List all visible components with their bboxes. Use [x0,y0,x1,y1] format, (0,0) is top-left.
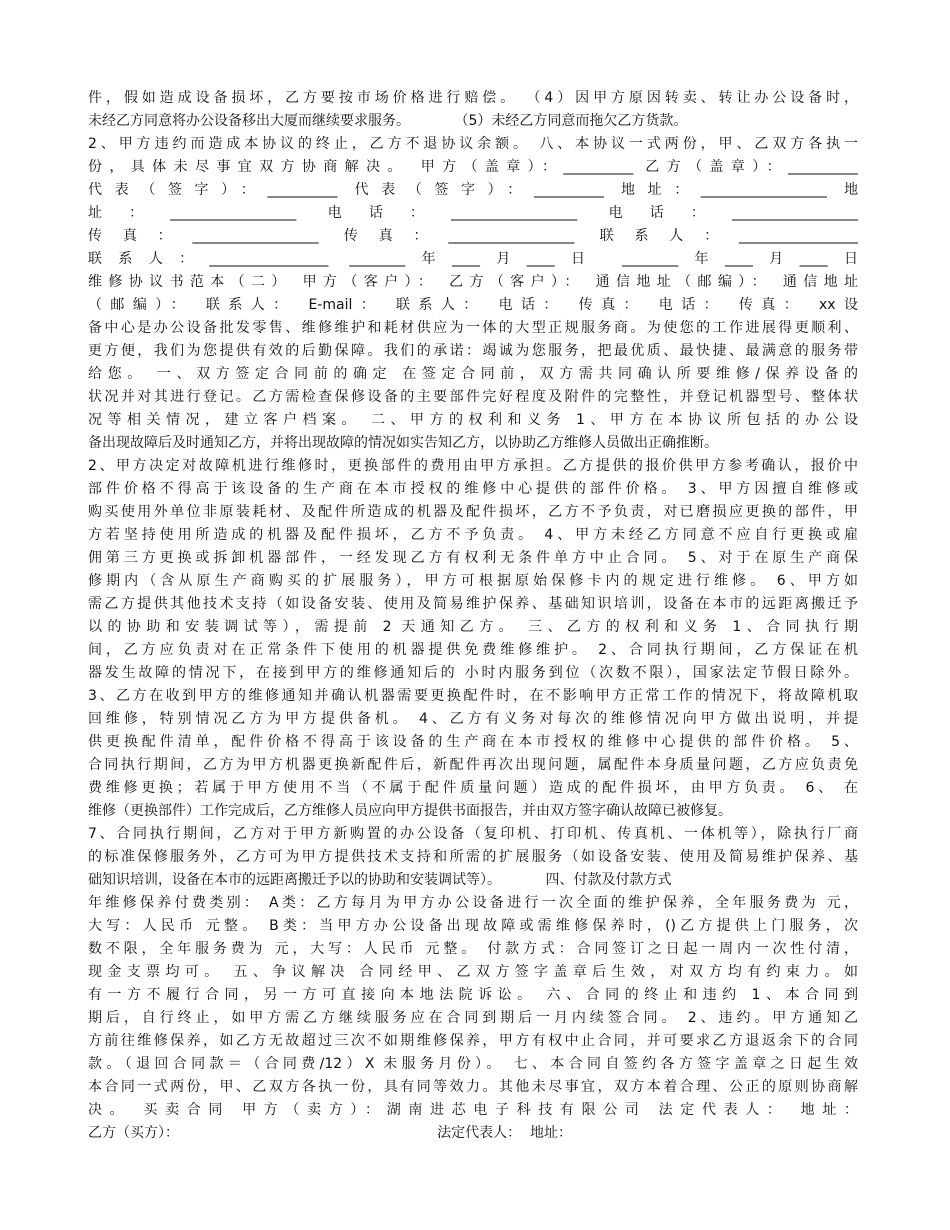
document-line: 购买使用外单位非原装耗材、及配件所造成的机器及配件损坏，乙方不予负责，对已磨损应更换的部件，甲 [88,504,858,520]
document-line: 间，乙方应负责对在正常条件下使用的机器提供免费维修维护。 2、合同执行期间，乙方保证在机 [88,642,858,658]
document-line: 未经乙方同意将办公设备移出大厦而继续要求服务。 （5）未经乙方同意而拖欠乙方货款。 [88,113,688,129]
document-line: 大写：人民币 元整。 B类：当甲方办公设备出现故障或需维修保养时，()乙方提供上门服务，次 [88,918,858,934]
document-line: 年维修保养付费类别： A类：乙方每月为甲方办公设备进行一次全面的维护保养，全年服务费为 元， [88,895,858,911]
document-line: 需乙方提供其他技术支持（如设备安装、使用及简易维护保养、基础知识培训，设备在本市的远距离搬迁予 [88,596,858,612]
document-line: 款。（退回合同款＝（合同费/12）X 未服务月份）。 七、本合同自签约各方签字盖章之日起生效 [88,1056,858,1072]
document-line: 回维修，特别情况乙方为甲方提供备机。 4、乙方有义务对每次的维修情况向甲方做出说明，并提 [88,711,858,727]
document-line: 维修协议书范本（二） 甲方（客户）： 乙方（客户）： 通信地址（邮编）： 通信地址 [88,274,858,290]
document-line: 佣第三方更换或拆卸机器部件，一经发现乙方有权利无条件单方中止合同。 5、对于在原生产商保 [88,550,858,566]
document-body [88,87,858,1145]
document-line: 期后，自行终止，如甲方需乙方继续服务应在合同到期后一月内续签合同。 2、违约。甲方通知乙 [88,1010,858,1026]
document-line: （邮编）： 联系人： E-mail： 联系人： 电话： 传真： 电话： 传真： xx设 [88,297,858,313]
document-line: 备出现故障后及时通知乙方，并将出现故障的情况如实告知乙方，以协助乙方维修人员做出正确推断。 [88,435,718,451]
document-line: 况等相关情况，建立客户档案。 二、甲方的权利和义务 1、甲方在本协议所包括的办公设 [88,412,858,428]
document-line: 3、乙方在收到甲方的维修通知并确认机器需要更换配件时，在不影响甲方正常工作的情况下，将故障机取 [88,688,858,704]
document-line: 联系人：_________________ ________年____月____日 ________年____月____日 [88,251,858,267]
document-line: 有一方不履行合同，另一方可直接向本地法院诉讼。 六、合同的终止和违约 1、本合同到 [88,987,858,1003]
document-line: 址：__________________ 电话：__________________ 电话：__________________ [88,205,858,221]
document-line: 2、甲方违约而造成本协议的终止，乙方不退协议余额。 八、本协议一式两份，甲、乙双方各执一 [88,136,858,152]
document-line: 传真：__________________ 传真：__________________ 联系人：_________________ [88,228,858,244]
document-line: 数不限，全年服务费为 元，大写：人民币 元整。 付款方式：合同签订之日起一周内一次性付清， [88,941,858,957]
document-line: 器发生故障的情况下，在接到甲方的维修通知后的 小时内服务到位（次数不限），国家法定节假日除外。 [88,665,858,681]
document-line: 修期内（含从原生产商购买的扩展服务），甲方可根据原始保修卡内的规定进行维修。 6、甲方如 [88,573,858,589]
document-line: 以的协助和安装调试等），需提前 2 天通知乙方。 三、乙方的权利和义务 1、合同执行期 [88,619,858,635]
document-line: 7、合同执行期间，乙方对于甲方新购置的办公设备（复印机、打印机、传真机、一体机等），除执行厂商 [88,826,858,842]
document-line: 部件价格不得高于该设备的生产商在本市授权的维修中心提供的部件价格。 3、甲方因擅自维修或 [88,481,858,497]
document-line: 方若坚持使用所造成的机器及配件损坏，乙方不予负责。 4、甲方未经乙方同意不应自行更换或雇 [88,527,858,543]
document-line: 2、甲方决定对故障机进行维修时，更换部件的费用由甲方承担。乙方提供的报价供甲方参考确认，报价中 [88,458,858,474]
document-line: 现金支票均可。 五、争议解决 合同经甲、乙双方签字盖章后生效，对双方均有约束力。如 [88,964,858,980]
document-line: 本合同一式两份，甲、乙双方各执一份，具有同等效力。其他未尽事宜，双方本着合理、公正的原则协商解 [88,1079,858,1095]
document-line: 状况并对其进行登记。乙方需检查保修设备的主要部件完好程度及附件的完整性，并登记机器型号、整体状 [88,389,858,405]
document-line: 费维修更换；若属于甲方使用不当（不属于配件质量问题）造成的配件损坏，由甲方负责。 6、 在 [88,780,858,796]
document-line: 合同执行期间，乙方为甲方机器更换新配件后，新配件再次出现问题，属配件本身质量问题，乙方应负责免 [88,757,858,773]
document-line: 乙方（买方）： 法定代表人： 地址： [88,1125,573,1141]
document-line: 供更换配件清单，配件价格不得高于该设备的生产商在本市授权的维修中心提供的部件价格。 5、 [88,734,858,750]
document-line: 件，假如造成设备损坏，乙方要按市场价格进行赔偿。 （4）因甲方原因转卖、转让办公设备时， [88,90,858,106]
document-line: 备中心是办公设备批发零售、维修维护和耗材供应为一体的大型正规服务商。为使您的工作进展得更顺利、 [88,320,858,336]
document-line: 决。 买卖合同 甲方（卖方）：湖南进芯电子科技有限公司 法定代表人： 地址： [88,1102,858,1118]
document-line: 维修（更换部件）工作完成后，乙方维修人员应向甲方提供书面报告，并由双方签字确认故障已被修复。 [88,803,732,819]
document-line: 给您。 一、双方签定合同前的确定 在签定合同前，双方需共同确认所要维修/保养设备的 [88,366,858,382]
document-line: 方前往维修保养，如乙方无故超过三次不如期维修保养，甲方有权中止合同，并可要求乙方退返余下的合同 [88,1033,858,1049]
document-line: 份，具体未尽事宜双方协商解决。 甲方（盖章）：__________ 乙方（盖章）：__________ [88,159,858,175]
document-line: 代表（签字）：__________ 代表（签字）：__________ 地址：__________________ 地 [88,182,858,198]
document-line: 的标准保修服务外，乙方可为甲方提供技术支持和所需的扩展服务（如设备安装、使用及简易维护保养、基 [88,849,858,865]
document-line: 础知识培训，设备在本市的远距离搬迁予以的协助和安装调试等）。 四、付款及付款方式 [88,872,672,888]
document-line: 更方便，我们为您提供有效的后勤保障。我们的承诺：竭诚为您服务，把最优质、最快捷、最满意的服务带 [88,343,858,359]
